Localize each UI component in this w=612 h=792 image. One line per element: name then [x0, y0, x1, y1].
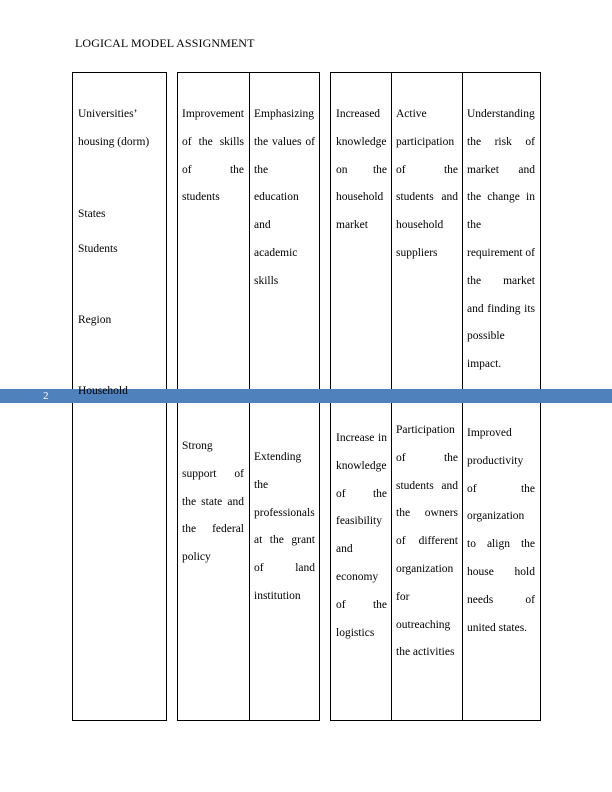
bottom-cell-support: Strong support of the state and the federal policy	[182, 440, 244, 564]
page-header: LOGICAL MODEL ASSIGNMENT	[75, 36, 255, 50]
input-students: Students	[78, 243, 118, 255]
bottom-cell-extending: Extending the professionals at the grant of land institution	[254, 451, 315, 602]
input-region: Region	[78, 314, 112, 326]
bottom-cell-productivity: Improved productivity of the organization to align the house hold needs of united states.	[467, 427, 535, 634]
top-cell-values: Emphasizing the values of the education and academic skills	[254, 108, 315, 287]
input-universities: Universities’	[78, 108, 138, 120]
top-cell-risk: Understanding the risk of market and the change in the requirement of the market and finding its possible impact.	[467, 108, 536, 371]
bottom-cell-participation: Participation of the students and the owners of different organization for outreaching the activities	[396, 424, 458, 659]
input-housing: housing (dorm)	[78, 136, 150, 148]
input-states: States	[78, 208, 106, 220]
top-cell-knowledge: Increased knowledge on the household market	[336, 108, 387, 232]
input-household: Household	[78, 385, 128, 397]
top-cell-participation: Active participation of the students and household suppliers	[396, 108, 458, 259]
page-number: 2	[43, 390, 49, 402]
bottom-cell-increase: Increase in knowledge of the feasibility and economy of the logistics	[336, 432, 387, 639]
top-cell-skills: Improvement of the skills of the students	[182, 108, 244, 204]
